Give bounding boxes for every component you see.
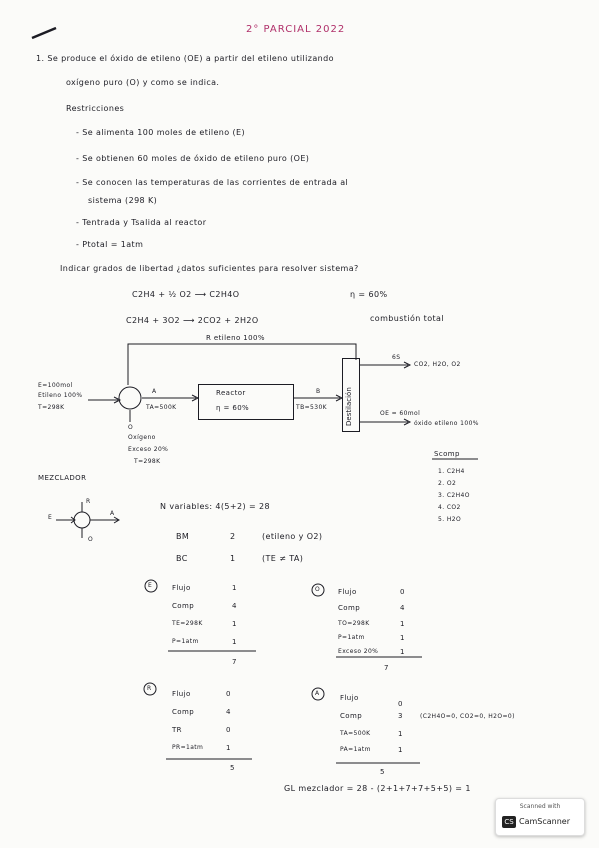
table-e-val-3: 1 xyxy=(232,620,237,628)
watermark-top: Scanned with xyxy=(519,803,561,810)
table-r-symbol: R xyxy=(147,685,152,692)
tb-label: TB=530K xyxy=(296,404,327,411)
bm-label: BM xyxy=(176,532,190,541)
table-a-val-3: 1 xyxy=(398,730,403,738)
small-mixer-circle xyxy=(74,512,90,528)
comp-2: 2. O2 xyxy=(438,480,457,487)
restriction-5: - Ptotal = 1atm xyxy=(76,240,144,249)
table-e-val-1: 1 xyxy=(232,584,237,592)
table-e-total: 7 xyxy=(232,658,237,666)
table-a-symbol: A xyxy=(315,690,320,697)
feed-e-3: T=298K xyxy=(38,404,65,411)
mixer-a: A xyxy=(110,510,115,517)
table-a-row-1: Flujo xyxy=(340,694,359,702)
feed-o-4: T=298K xyxy=(134,458,161,465)
scomp-heading: Scomp xyxy=(434,450,460,458)
bm-note: (etileno y O2) xyxy=(262,532,323,541)
table-o-total: 7 xyxy=(384,664,389,672)
mixer-e: E xyxy=(48,514,53,521)
reaction-1: C2H4 + ½ O2 ⟶ C2H4O xyxy=(132,290,240,299)
table-a-val-1: 0 xyxy=(398,700,403,708)
restriction-4: - Tentrada y Tsalida al reactor xyxy=(76,218,207,227)
comp-5: 5. H2O xyxy=(438,516,462,523)
table-o-symbol: O xyxy=(315,586,321,593)
reactor-eta: η = 60% xyxy=(216,404,250,412)
table-o-row-1: Flujo xyxy=(338,588,357,596)
problem-line-2: oxígeno puro (O) y como se indica. xyxy=(66,78,220,87)
watermark-brand: CamScanner xyxy=(519,817,571,826)
table-o-val-4: 1 xyxy=(400,634,405,642)
reaction-2-note: combustión total xyxy=(370,314,444,323)
table-e-val-4: 1 xyxy=(232,638,237,646)
feed-o-3: Exceso 20% xyxy=(128,446,169,453)
pen-mark xyxy=(32,28,56,38)
bc-note: (TE ≠ TA) xyxy=(262,554,304,563)
mixer-circle xyxy=(119,387,141,409)
separator-label: Destilación xyxy=(345,387,353,426)
stream-6s-label: 6S xyxy=(392,354,401,361)
table-o-val-5: 1 xyxy=(400,648,405,656)
feed-e-1: E=100mol xyxy=(38,382,73,389)
table-r-total: 5 xyxy=(230,764,235,772)
feed-e-2: Etileno 100% xyxy=(38,392,83,399)
bc-value: 1 xyxy=(230,554,236,563)
table-o-row-4: P=1atm xyxy=(338,634,365,641)
restrictions-heading: Restricciones xyxy=(66,104,125,113)
table-a-note: (C2H4O=0, CO2=0, H2O=0) xyxy=(420,713,515,720)
page-title: 2° PARCIAL 2022 xyxy=(246,24,346,35)
table-o-val-2: 4 xyxy=(400,604,405,612)
table-r-row-2: Comp xyxy=(172,708,195,716)
table-a-row-4: PA=1atm xyxy=(340,746,371,753)
restriction-3: - Se conocen las temperaturas de las corrientes de entrada al xyxy=(76,178,349,187)
oe-amount: OE = 60mol xyxy=(380,410,421,417)
bc-label: BC xyxy=(176,554,188,563)
comp-4: 4. CO2 xyxy=(438,504,461,511)
reaction-1-yield: η = 60% xyxy=(350,290,388,299)
nvariables: N variables: 4(5+2) = 28 xyxy=(160,502,270,511)
table-r-val-2: 4 xyxy=(226,708,231,716)
table-o-row-5: Exceso 20% xyxy=(338,648,379,655)
table-r-val-1: 0 xyxy=(226,690,231,698)
restriction-3b: sistema (298 K) xyxy=(88,196,158,205)
table-a-row-3: TA=500K xyxy=(340,730,371,737)
stream-a-label: A xyxy=(152,388,157,395)
stream-b-label: B xyxy=(316,388,321,395)
reaction-2: C2H4 + 3O2 ⟶ 2CO2 + 2H2O xyxy=(126,316,259,325)
table-r-val-4: 1 xyxy=(226,744,231,752)
table-a-val-4: 1 xyxy=(398,746,403,754)
table-r-row-4: PR=1atm xyxy=(172,744,204,751)
camscanner-logo-icon: CS xyxy=(502,816,516,828)
table-e-row-4: P=1atm xyxy=(172,638,199,645)
restriction-1: - Se alimenta 100 moles de etileno (E) xyxy=(76,128,246,137)
table-e-symbol: E xyxy=(148,582,153,589)
restriction-2: - Se obtienen 60 moles de óxido de etileno puro (OE) xyxy=(76,154,310,163)
table-a-row-2: Comp xyxy=(340,712,363,720)
table-r-row-3: TR xyxy=(172,726,182,734)
camscanner-watermark xyxy=(495,798,585,836)
oe-desc: óxido etileno 100% xyxy=(414,420,479,427)
gl-mixer: GL mezclador = 28 - (2+1+7+7+5+5) = 1 xyxy=(284,784,471,793)
table-o-val-3: 1 xyxy=(400,620,405,628)
table-o-row-3: TO=298K xyxy=(338,620,370,627)
feed-o-1: O xyxy=(128,424,134,431)
question: Indicar grados de libertad ¿datos suficientes para resolver sistema? xyxy=(60,264,359,273)
table-r-row-1: Flujo xyxy=(172,690,191,698)
table-o-val-1: 0 xyxy=(400,588,405,596)
recycle-label: R etileno 100% xyxy=(206,334,265,342)
table-e-row-3: TE=298K xyxy=(172,620,203,627)
bm-value: 2 xyxy=(230,532,236,541)
ta-label: TA=500K xyxy=(146,404,177,411)
comp-3: 3. C2H4O xyxy=(438,492,470,499)
table-e-row-2: Comp xyxy=(172,602,195,610)
table-o-row-2: Comp xyxy=(338,604,361,612)
mixer-r: R xyxy=(86,498,91,505)
reactor-name: Reactor xyxy=(216,389,246,397)
feed-o-2: Oxígeno xyxy=(128,434,156,441)
mixer-label: MEZCLADOR xyxy=(38,474,87,482)
problem-line-1: 1. Se produce el óxido de etileno (OE) a partir del etileno utilizando xyxy=(36,54,334,63)
comp-1: 1. C2H4 xyxy=(438,468,465,475)
table-e-val-2: 4 xyxy=(232,602,237,610)
table-e-row-1: Flujo xyxy=(172,584,191,592)
top-outlet-label: CO2, H2O, O2 xyxy=(414,361,461,368)
table-a-val-2: 3 xyxy=(398,712,403,720)
recycle-line xyxy=(128,344,356,385)
reactor-box xyxy=(198,384,294,420)
table-r-val-3: 0 xyxy=(226,726,231,734)
table-a-total: 5 xyxy=(380,768,385,776)
mixer-o: O xyxy=(88,536,94,543)
